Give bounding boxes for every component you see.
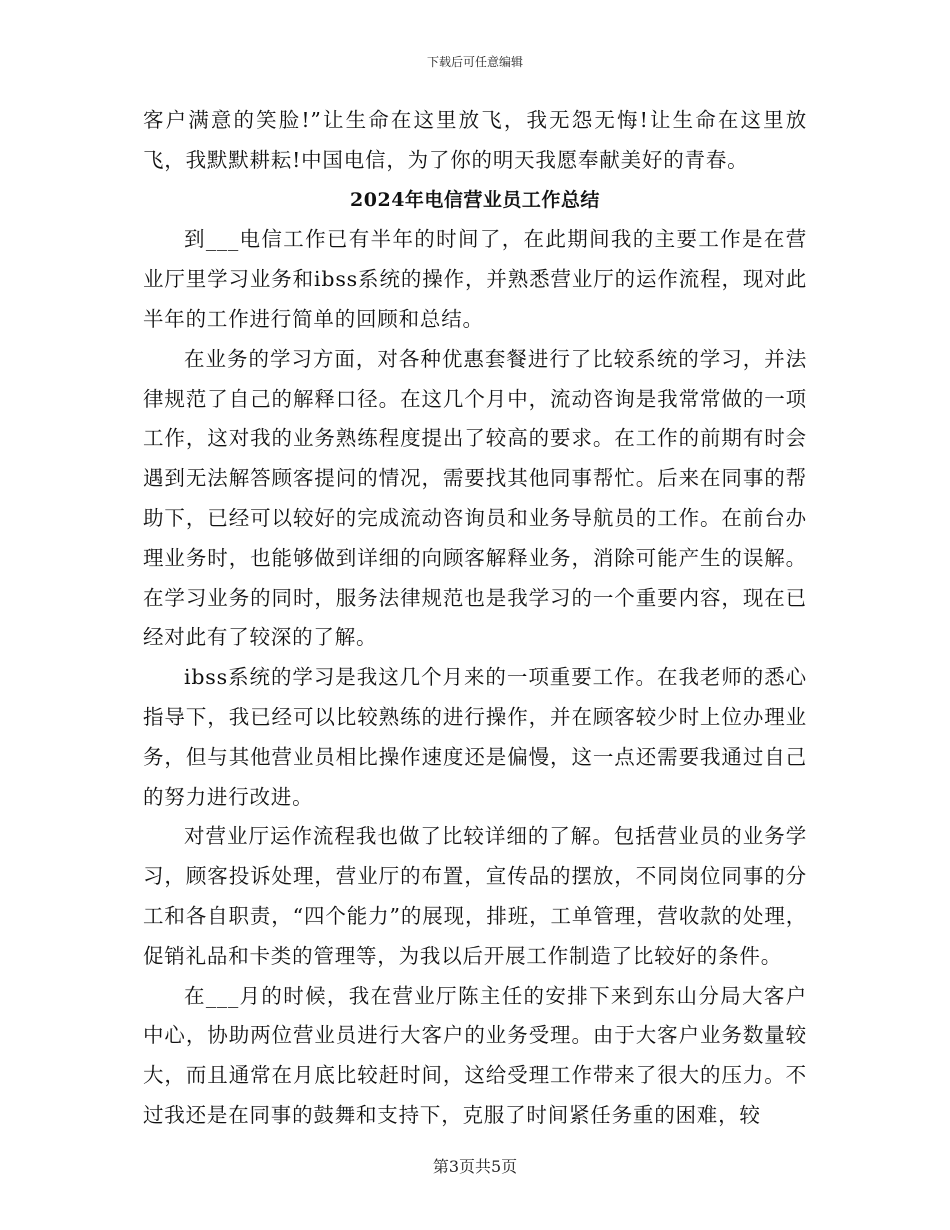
page-header: 下载后可任意编辑 [426,55,523,69]
paragraph-1: 到___电信工作已有半年的时间了，在此期间我的主要工作是在营业厅里学习业务和ibss系统的操作，并熟悉营业厅的运作流程，现对此半年的工作进行简单的回顾和总结。 [143,227,807,331]
intro-paragraph: 客户满意的笑脸!”让生命在这里放飞，我无怨无悔!让生命在这里放飞，我默默耕耘!中国电信，为了你的明天我愿奉献美好的青春。 [143,108,807,172]
page-footer: 第3页共5页 [432,1157,518,1176]
paragraph-5: 在___月的时候，我在营业厅陈主任的安排下来到东山分局大客户中心，协助两位营业员进行大客户的业务受理。由于大客户业务数量较大，而且通常在月底比较赶时间，这给受理工作带来了很大的压力。不过我还是在同事的鼓舞和支持下，克服了时间紧任务重的困难，较 [143,983,807,1127]
document-body [143,101,807,1136]
document-title: 2024年电信营业员工作总结 [350,188,600,211]
paragraph-2: 在业务的学习方面，对各种优惠套餐进行了比较系统的学习，并法律规范了自己的解释口径。在这几个月中，流动咨询是我常常做的一项工作，这对我的业务熟练程度提出了较高的要求。在工作的前期有时会遇到无法解答顾客提问的情况，需要找其他同事帮忙。后来在同事的帮助下，已经可以较好的完成流动咨询员和业务导航员的工作。在前台办理业务时，也能够做到详细的向顾客解释业务，消除可能产生的误解。在学习业务的同时，服务法律规范也是我学习的一个重要内容，现在已经对此有了较深的了解。 [143,346,807,650]
paragraph-4: 对营业厅运作流程我也做了比较详细的了解。包括营业员的业务学习，顾客投诉处理，营业厅的布置，宣传品的摆放，不同岗位同事的分工和各自职责，“四个能力”的展现，排班，工单管理，营收款的处理，促销礼品和卡类的管理等，为我以后开展工作制造了比较好的条件。 [143,824,807,968]
paragraph-3: ibss系统的学习是我这几个月来的一项重要工作。在我老师的悉心指导下，我已经可以比较熟练的进行操作，并在顾客较少时上位办理业务，但与其他营业员相比操作速度还是偏慢，这一点还需要我通过自己的努力进行改进。 [143,665,807,809]
